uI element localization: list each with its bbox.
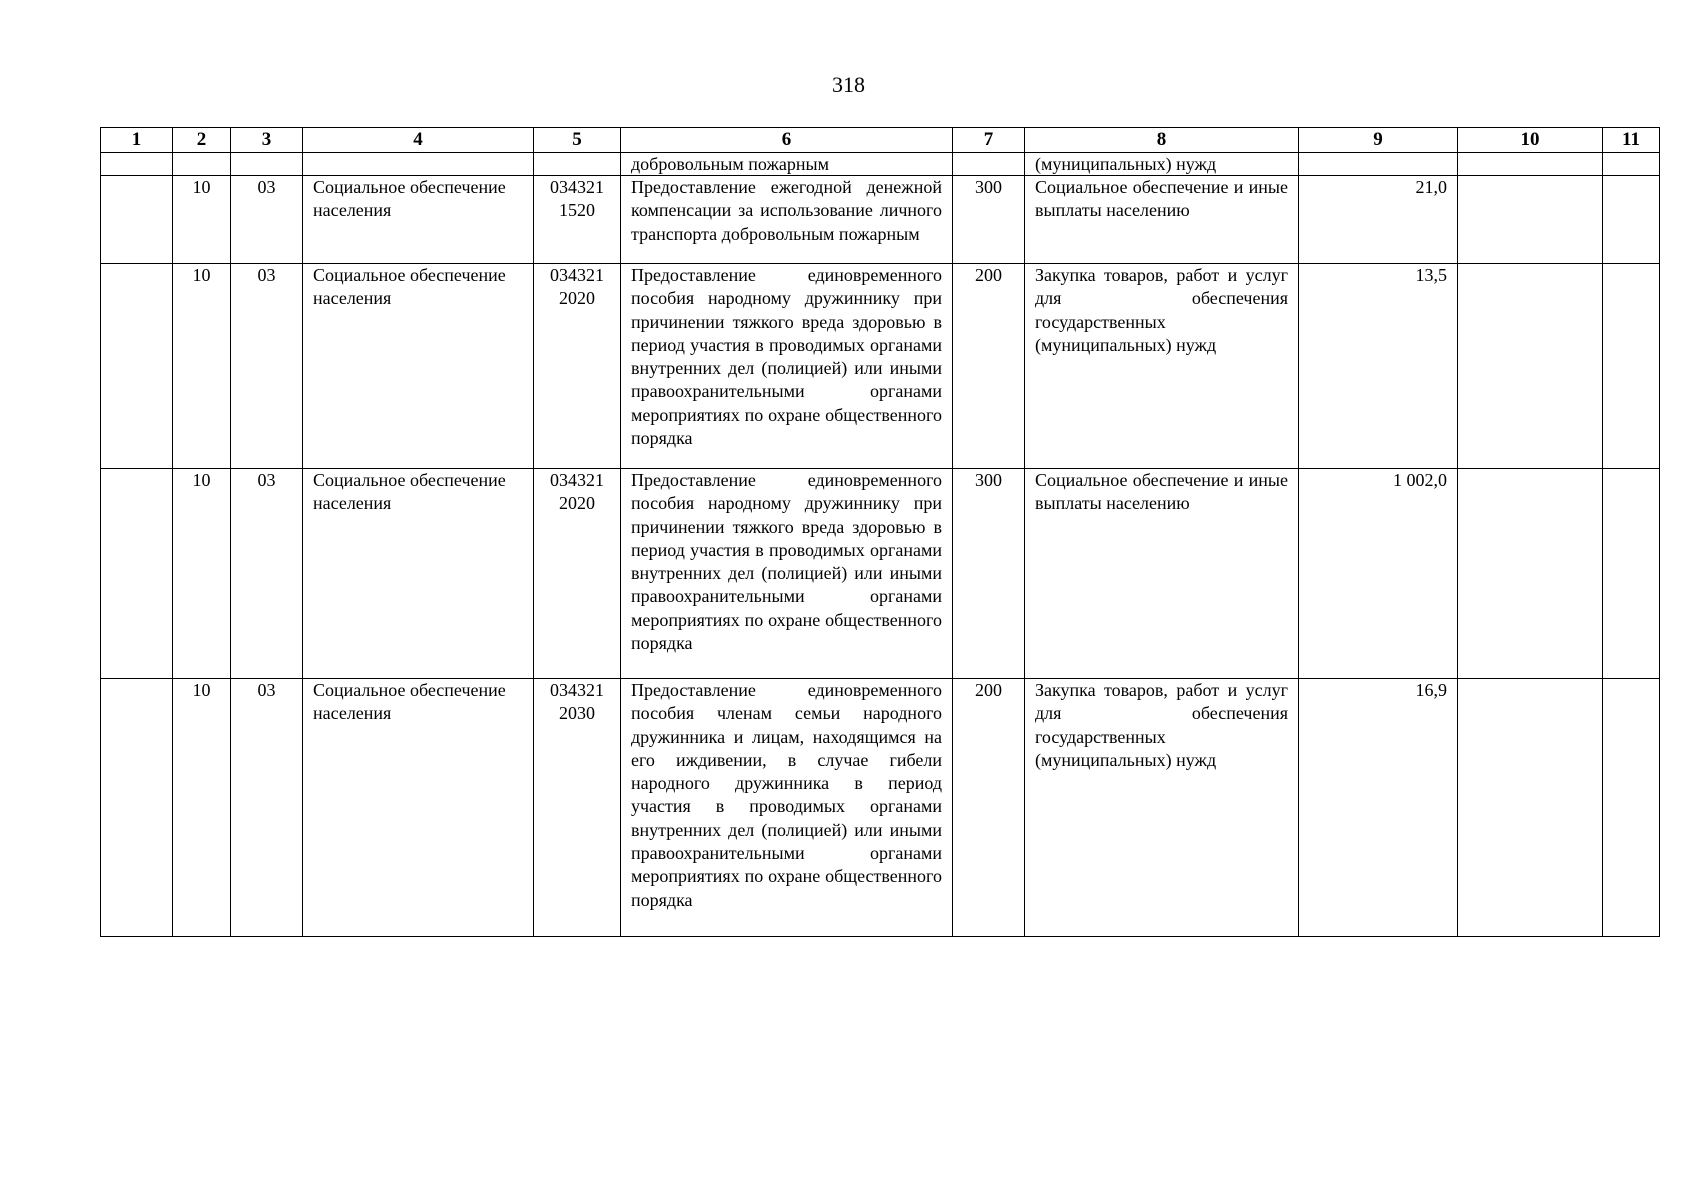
cell-expense-code: 300 <box>953 469 1025 679</box>
header-col-1: 1 <box>101 128 173 153</box>
table-row <box>101 469 1660 679</box>
table-row <box>101 264 1660 469</box>
cell-subsection: 03 <box>231 176 303 264</box>
cell-col-11 <box>1603 264 1660 469</box>
header-col-2: 2 <box>173 128 231 153</box>
cell-expense-type: Социальное обеспечение и иные выплаты населению <box>1025 469 1299 679</box>
cell-expense-code: 200 <box>953 679 1025 937</box>
cell-subsection: 03 <box>231 469 303 679</box>
header-col-6: 6 <box>621 128 953 153</box>
cell-section-name: Социальное обеспечение населения <box>303 679 534 937</box>
header-col-9: 9 <box>1299 128 1458 153</box>
cell-col-3 <box>231 153 303 176</box>
cell-col-1 <box>101 679 173 937</box>
cell-col-10 <box>1458 153 1603 176</box>
cell-expense-type: Социальное обеспечение и иные выплаты населению <box>1025 176 1299 264</box>
header-col-10: 10 <box>1458 128 1603 153</box>
table-row <box>101 176 1660 264</box>
cell-col-10 <box>1458 469 1603 679</box>
cell-expense-type: (муниципальных) нужд <box>1025 153 1299 176</box>
cell-expense-code: 300 <box>953 176 1025 264</box>
cell-amount <box>1299 153 1458 176</box>
cell-section: 10 <box>173 176 231 264</box>
header-col-4: 4 <box>303 128 534 153</box>
cell-col-5 <box>534 153 621 176</box>
cell-section-name: Социальное обеспечение населения <box>303 469 534 679</box>
page-number: 318 <box>832 72 865 97</box>
cell-col-2 <box>173 153 231 176</box>
cell-section: 10 <box>173 469 231 679</box>
cell-col-1 <box>101 176 173 264</box>
cell-description: Предоставление ежегодной денежной компенсации за использование личного транспорта добровольным пожарным <box>621 176 953 264</box>
header-col-3: 3 <box>231 128 303 153</box>
cell-expense-type: Закупка товаров, работ и услуг для обеспечения государственных (муниципальных) нужд <box>1025 264 1299 469</box>
cell-section: 10 <box>173 264 231 469</box>
continuation-row <box>101 153 1660 176</box>
header-col-7: 7 <box>953 128 1025 153</box>
cell-amount: 13,5 <box>1299 264 1458 469</box>
cell-target-code: 034321 1520 <box>534 176 621 264</box>
header-col-5: 5 <box>534 128 621 153</box>
cell-subsection: 03 <box>231 679 303 937</box>
cell-target-code: 034321 2030 <box>534 679 621 937</box>
header-col-8: 8 <box>1025 128 1299 153</box>
cell-section-name: Социальное обеспечение населения <box>303 176 534 264</box>
table-row <box>101 679 1660 937</box>
cell-col-10 <box>1458 679 1603 937</box>
cell-col-11 <box>1603 153 1660 176</box>
cell-col-1 <box>101 153 173 176</box>
header-row <box>101 128 1660 153</box>
cell-expense-code: 200 <box>953 264 1025 469</box>
cell-col-11 <box>1603 176 1660 264</box>
cell-col-11 <box>1603 469 1660 679</box>
cell-description: Предоставление единовременного пособия народному дружиннику при причинении тяжкого вреда здоровью в период участия в проводимых органами внутренних дел (полицией) или иными правоохранительными органами мероприятиях по охране общественного порядка <box>621 264 953 469</box>
cell-col-4 <box>303 153 534 176</box>
cell-amount: 1 002,0 <box>1299 469 1458 679</box>
cell-target-code: 034321 2020 <box>534 264 621 469</box>
cell-amount: 21,0 <box>1299 176 1458 264</box>
cell-expense-type: Закупка товаров, работ и услуг для обеспечения государственных (муниципальных) нужд <box>1025 679 1299 937</box>
cell-amount: 16,9 <box>1299 679 1458 937</box>
cell-col-7 <box>953 153 1025 176</box>
cell-target-code: 034321 2020 <box>534 469 621 679</box>
cell-col-1 <box>101 469 173 679</box>
cell-description: Предоставление единовременного пособия членам семьи народного дружинника и лицам, находящимся на его иждивении, в случае гибели народного дружинника в период участия в проводимых органами внутренних дел (полицией) или иными правоохранительными органами мероприятиях по охране общественного порядка <box>621 679 953 937</box>
cell-description: добровольным пожарным <box>621 153 953 176</box>
cell-col-10 <box>1458 264 1603 469</box>
cell-section: 10 <box>173 679 231 937</box>
cell-col-1 <box>101 264 173 469</box>
header-col-11: 11 <box>1603 128 1660 153</box>
cell-col-10 <box>1458 176 1603 264</box>
cell-description: Предоставление единовременного пособия народному дружиннику при причинении тяжкого вреда здоровью в период участия в проводимых органами внутренних дел (полицией) или иными правоохранительными органами мероприятиях по охране общественного порядка <box>621 469 953 679</box>
budget-table <box>100 127 1660 937</box>
cell-section-name: Социальное обеспечение населения <box>303 264 534 469</box>
cell-subsection: 03 <box>231 264 303 469</box>
cell-col-11 <box>1603 679 1660 937</box>
